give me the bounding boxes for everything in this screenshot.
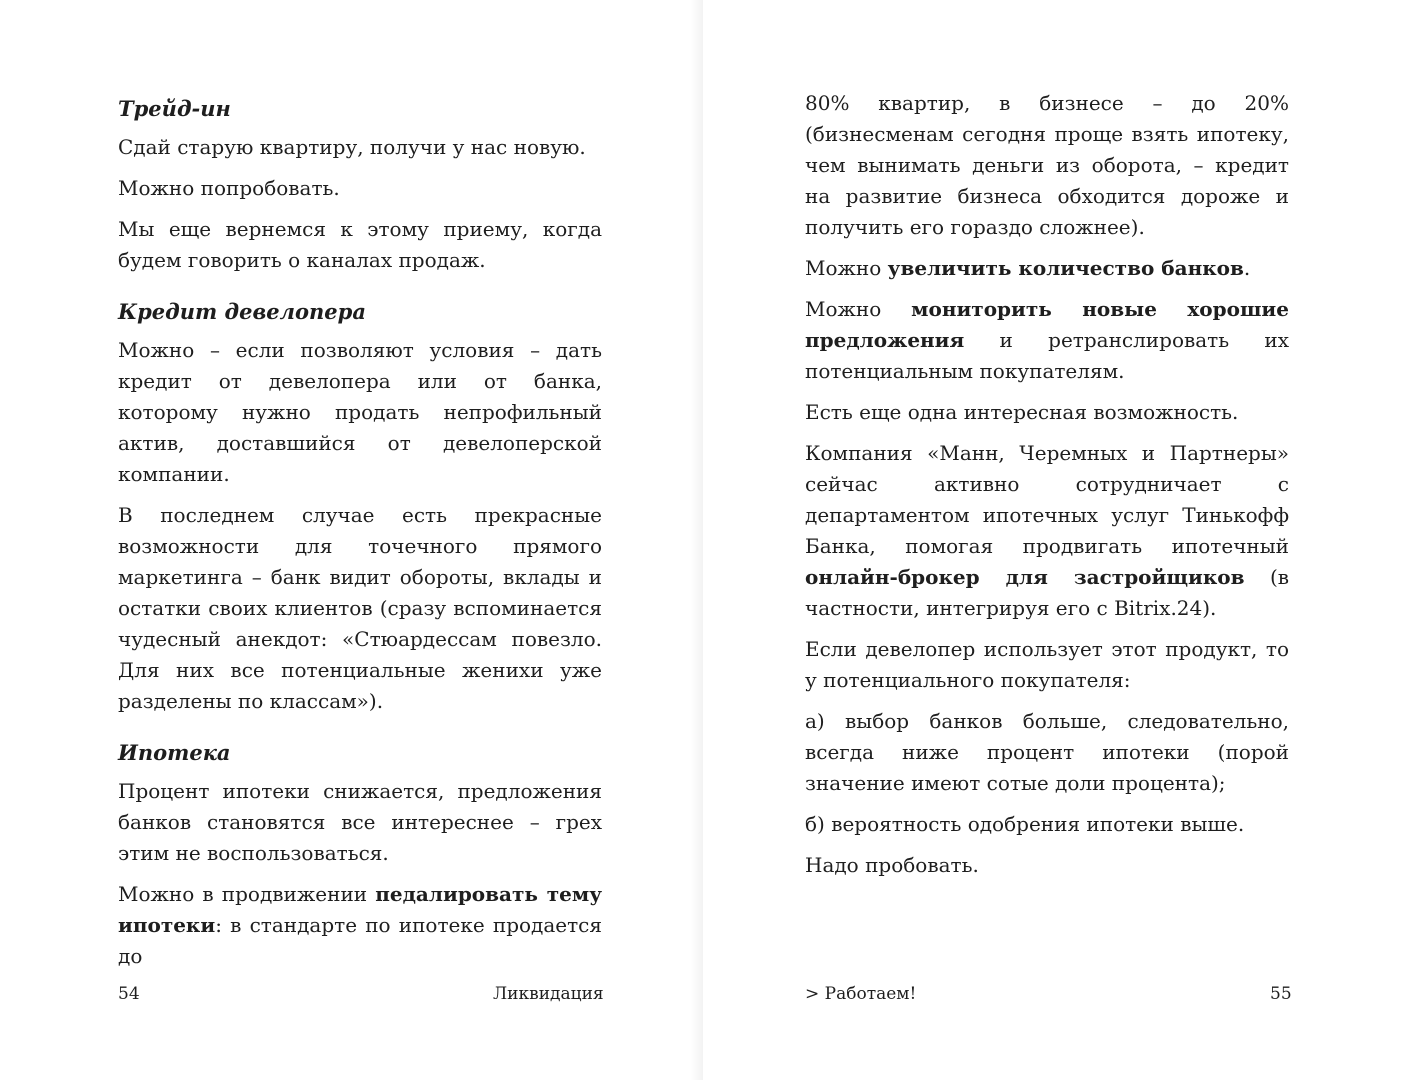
paragraph: б) вероятность одобрения ипотеки выше. <box>805 812 1245 836</box>
paragraph: Можно – если позволяют условия – дать кредит от девелопера или от банка, которому нужно продать непрофильный актив, доставшийся от девелоперской компании. <box>118 338 602 486</box>
heading-developer-credit: Кредит девелопера <box>118 299 366 324</box>
text-run: Можно <box>805 256 888 280</box>
text-run: (в частности, интегрируя его с Bitrix.24). <box>805 565 1290 620</box>
paragraph: а) выбор банков больше, следовательно, всегда ниже процент ипотеки (порой значение имеют сотые доли процента); <box>805 709 1289 795</box>
page-number: 55 <box>1270 984 1292 1004</box>
paragraph: Можно попробовать. <box>118 176 340 200</box>
paragraph: Если девелопер использует этот продукт, то у потенциального покупателя: <box>805 637 1289 692</box>
paragraph: Надо пробовать. <box>805 853 979 877</box>
paragraph: Есть еще одна интересная возможность. <box>805 400 1239 424</box>
paragraph <box>118 879 602 972</box>
bold-phrase: педалировать тему ипотеки <box>118 882 602 937</box>
bold-phrase: онлайн-брокер для застройщиков <box>805 565 1245 589</box>
text-run: . <box>1243 256 1251 280</box>
paragraph: В последнем случае есть прекрасные возможности для точечного прямого маркетинга – банк видит обороты, вклады и остатки своих клиентов (сразу вспоминается чудесный анекдот: «Стюардессам повезло. Для них все потенциальные женихи уже разделены по классам»). <box>118 503 602 713</box>
left-page <box>0 0 703 1080</box>
heading-trade-in: Трейд-ин <box>118 96 231 121</box>
running-header: Ликвидация <box>493 984 604 1004</box>
right-text-column <box>805 88 1289 891</box>
text-run: Компания «Манн, Черемных и Партнеры» сейчас активно сотрудничает с департаментом ипотечных услуг Тинькофф Банка, помогая продвигать ипотечный <box>805 441 1289 558</box>
paragraph <box>805 294 1289 387</box>
left-text-column <box>118 93 602 982</box>
heading-mortgage: Ипотека <box>118 740 231 765</box>
text-run: и ретранслировать их потенциальным покупателям. <box>805 328 1289 383</box>
text-run: Можно <box>805 297 912 321</box>
paragraph: Процент ипотеки снижается, предложения банков становятся все интереснее – грех этим не воспользоваться. <box>118 779 602 865</box>
paragraph: Сдай старую квартиру, получи у нас новую. <box>118 135 586 159</box>
paragraph <box>805 438 1289 624</box>
text-run: : в стандарте по ипотеке продается до <box>118 913 602 968</box>
text-run: Можно в продвижении <box>118 882 376 906</box>
paragraph: Мы еще вернемся к этому приему, когда будем говорить о каналах продаж. <box>118 217 602 272</box>
right-page <box>703 0 1407 1080</box>
running-header: > Работаем! <box>805 984 917 1004</box>
bold-phrase: мониторить новые хорошие предложения <box>805 297 1289 352</box>
bold-phrase: увеличить количество банков <box>887 256 1244 280</box>
paragraph: 80% квартир, в бизнесе – до 20% (бизнесменам сегодня проще взять ипотеку, чем вынимать деньги из оборота, – кредит на развитие бизнеса обходится дороже и получить его гораздо сложнее). <box>805 91 1289 239</box>
paragraph <box>805 253 1289 284</box>
page-number: 54 <box>118 984 140 1004</box>
